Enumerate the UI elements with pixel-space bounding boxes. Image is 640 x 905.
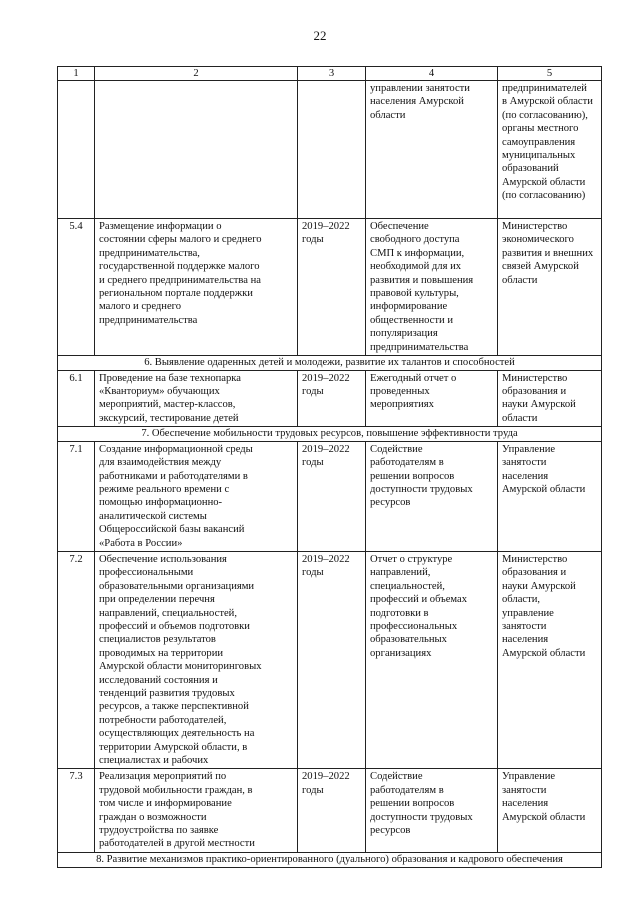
table-row-5-4 bbox=[58, 219, 602, 356]
table-row-7-1 bbox=[58, 441, 602, 551]
section-7-heading bbox=[58, 427, 602, 442]
row-number: 7.3 bbox=[58, 769, 95, 853]
row-action: Проведение на базе технопарка «Кванториум» обучающих мероприятий, мастер-классов, экскурсий, тестирование детей bbox=[95, 370, 298, 427]
row-number: 6.1 bbox=[58, 370, 95, 427]
row-period: 2019–2022 годы bbox=[298, 219, 366, 356]
row-period: 2019–2022 годы bbox=[298, 551, 366, 769]
section-6-heading bbox=[58, 356, 602, 371]
row-result: Ежегодный отчет о проведенных мероприятиях bbox=[366, 370, 498, 427]
row-result: Содействие работодателям в решении вопросов доступности трудовых ресурсов bbox=[366, 441, 498, 551]
row-period: 2019–2022 годы bbox=[298, 370, 366, 427]
table-header-row bbox=[58, 67, 602, 81]
row-period bbox=[298, 81, 366, 219]
row-action bbox=[95, 81, 298, 219]
section-title: 7. Обеспечение мобильности трудовых ресурсов, повышение эффективности труда bbox=[58, 427, 602, 442]
row-action: Размещение информации о состоянии сферы малого и среднего предпринимательства, государственной поддержке малого и среднего предпринимательства на региональном портале поддержки малого и среднего предпринимательства bbox=[95, 219, 298, 356]
row-result: управлении занятости населения Амурской области bbox=[366, 81, 498, 219]
row-result: Содействие работодателям в решении вопросов доступности трудовых ресурсов bbox=[366, 769, 498, 853]
row-period: 2019–2022 годы bbox=[298, 441, 366, 551]
row-number: 7.2 bbox=[58, 551, 95, 769]
row-executor: Министерство образования и науки Амурской области bbox=[498, 370, 602, 427]
row-result: Отчет о структуре направлений, специальностей, профессий и объемах подготовки в профессиональных образовательных организациях bbox=[366, 551, 498, 769]
row-number: 7.1 bbox=[58, 441, 95, 551]
column-number-2: 2 bbox=[95, 67, 298, 81]
row-executor: Управление занятости населения Амурской области bbox=[498, 769, 602, 853]
column-number-1: 1 bbox=[58, 67, 95, 81]
row-number: 5.4 bbox=[58, 219, 95, 356]
row-action: Реализация мероприятий по трудовой мобильности граждан, в том числе и информирование граждан о возможности трудоустройства по заявке работодателей в другой местности bbox=[95, 769, 298, 853]
row-action: Создание информационной среды для взаимодействия между работниками и работодателями в режиме реального времени с помощью информационно- аналитической системы Общероссийской базы вакансий «Работа в России» bbox=[95, 441, 298, 551]
section-title: 6. Выявление одаренных детей и молодежи, развитие их талантов и способностей bbox=[58, 356, 602, 371]
table-row-7-3 bbox=[58, 769, 602, 853]
page-number: 22 bbox=[313, 28, 327, 43]
row-result: Обеспечение свободного доступа СМП к информации, необходимой для их развития и повышения правовой культуры, информирование общественности и популяризация предпринимательства bbox=[366, 219, 498, 356]
row-executor: Министерство экономического развития и внешних связей Амурской области bbox=[498, 219, 602, 356]
section-8-heading bbox=[58, 853, 602, 868]
row-executor: предпринимателей в Амурской области (по согласованию), органы местного самоуправления муниципальных образований Амурской области (по согласованию) bbox=[498, 81, 602, 219]
row-executor: Управление занятости населения Амурской области bbox=[498, 441, 602, 551]
measures-table bbox=[57, 66, 602, 868]
row-period: 2019–2022 годы bbox=[298, 769, 366, 853]
table-row-7-2 bbox=[58, 551, 602, 769]
table-row-6-1 bbox=[58, 370, 602, 427]
section-title: 8. Развитие механизмов практико-ориентированного (дуального) образования и кадрового обеспечения bbox=[58, 853, 602, 868]
row-number bbox=[58, 81, 95, 219]
column-number-5: 5 bbox=[498, 67, 602, 81]
row-action: Обеспечение использования профессиональными образовательными организациями при определении перечня направлений, специальностей, профессий и объемов подготовки специалистов результатов проводимых на территории Амурской области мониторинговых исследований состояния и тенденций развития трудовых ресурсов, а также перспективной потребности работодателей, осуществляющих деятельность на территории Амурской области, в специалистах и рабочих bbox=[95, 551, 298, 769]
column-number-3: 3 bbox=[298, 67, 366, 81]
table-row-continuation bbox=[58, 81, 602, 219]
column-number-4: 4 bbox=[366, 67, 498, 81]
row-executor: Министерство образования и науки Амурской области, управление занятости населения Амурской области bbox=[498, 551, 602, 769]
